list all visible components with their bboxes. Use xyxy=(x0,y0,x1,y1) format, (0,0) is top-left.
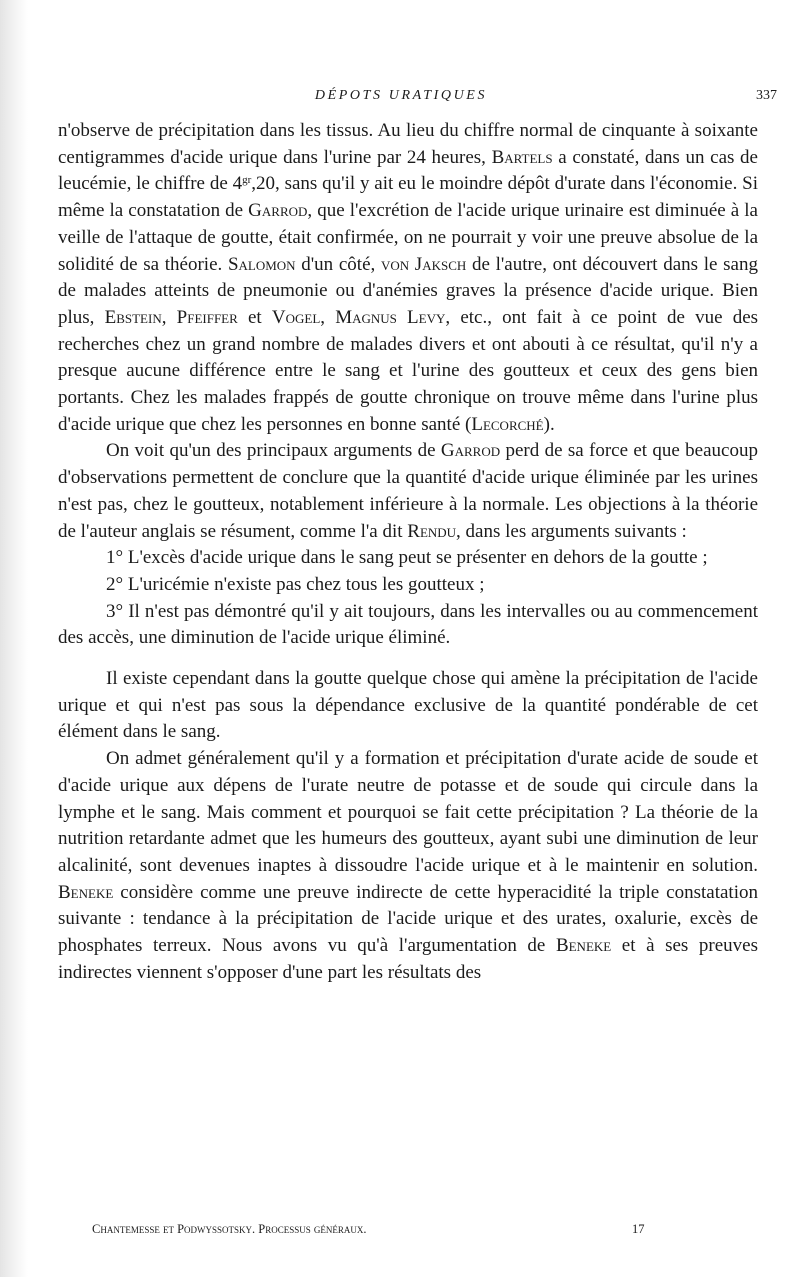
author-name: Garrod xyxy=(248,200,308,222)
signature-mark: 17 xyxy=(632,1222,645,1236)
author-name: von Jaksch xyxy=(380,253,467,275)
paragraph-2: On voit qu'un des principaux arguments de Garrod perd de sa force et que beaucoup d'observations permettent de conclure que la quantité d'acide urique éliminée par les urines n'est pas, chez le goutteux, notablement inférieure à la normale. Les objections à la théorie de l'auteur anglais se résument, comme l'a dit Rendu, dans les arguments suivants : xyxy=(58,440,758,542)
paragraph-4: On admet généralement qu'il y a formation et précipitation d'urate acide de soude et d'acide urique aux dépens de l'urate neutre de potasse et de soude qui circule dans la lymphe et le sang. Mais comment et pourquoi se fait cette précipitation ? La théorie de la nutrition retardante admet que les humeurs des goutteux, ayant subi une diminution de leur alcalinité, sont devenues inaptes à dissoudre l'acide urique et à le maintenir en solution. Beneke considère comme une preuve indirecte de cette hyperacidité la triple constatation suivante : tendance à la précipitation de l'acide urique et des urates, oxalurie, excès de phosphates terreux. Nous avons vu qu'à l'argumentation de Beneke et à ses preuves indirectes viennent s'opposer d'une part les résultats des xyxy=(58,748,758,983)
list-item: 1° L'excès d'acide urique dans le sang peut se présenter en dehors de la goutte ; xyxy=(106,547,708,569)
page-number: 337 xyxy=(756,88,777,103)
binding-gutter-shadow xyxy=(0,0,28,1277)
author-name: Beneke xyxy=(58,881,114,903)
paragraph-3: Il existe cependant dans la goutte quelque chose qui amène la précipitation de l'acide urique et qui n'est pas sous la dépendance exclusive de la quantité pondérable de cet élément dans le sang. xyxy=(58,668,758,743)
running-title: DÉPOTS URATIQUES xyxy=(314,88,488,103)
author-name: Salomon xyxy=(227,253,296,275)
author-name: Beneke xyxy=(555,935,612,957)
author-name: Magnus Levy xyxy=(335,306,446,328)
paragraph-1: n'observe de précipitation dans les tissus. Au lieu du chiffre normal de cinquante à soixante centigrammes d'acide urique dans l'urine par 24 heures, Bartels a constaté, dans un cas de leucémie, le chiffre de $4^{gr},20$, sans qu'il y ait eu le moindre dépôt d'urate dans l'économie. Si même la constatation de Garrod, que l'excrétion de l'acide urique urinaire est diminuée à la veille de l'attaque de goutte, était confirmée, on ne pourrait y voir une preuve absolue de la solidité de sa théorie. Salomon d'un côté, von Jaksch de l'autre, ont découvert dans le sang de malades atteints de pneumonie ou d'anémies graves la présence d'acide urique. Bien plus, Ebstein, Pfeiffer et Vogel, Magnus Levy, etc., ont fait à ce point de vue des recherches chez un grand nombre de malades divers et ont abouti à ce résultat, qu'il n'y a presque aucune différence entre le sang et l'urine des goutteux et ceux des gens bien portants. Chez les malades frappés de goutte chronique on trouve même dans l'urine plus d'acide urique que chez les personnes en bonne santé (Lecorché). xyxy=(58,120,759,435)
body-text xyxy=(58,118,758,987)
author-name: Rendu xyxy=(407,520,457,542)
author-name: Bartels xyxy=(491,146,553,168)
author-name: Lecorché xyxy=(471,413,544,435)
author-name: Vogel xyxy=(271,306,321,328)
running-head xyxy=(0,88,801,108)
author-name: Pfeiffer xyxy=(176,306,238,328)
list-item: 3° Il n'est pas démontré qu'il y ait toujours, dans les intervalles ou au commencement des accès, une diminution de l'acide urique éliminé. xyxy=(58,600,758,649)
footer-credit: Chantemesse et Podwyssotsky. Processus généraux. xyxy=(92,1222,367,1236)
page-footer xyxy=(92,1222,732,1240)
author-name: Ebstein xyxy=(104,306,162,328)
list-item: 2° L'uricémie n'existe pas chez tous les goutteux ; xyxy=(106,573,485,595)
paragraph-spacer xyxy=(58,652,758,666)
unit-superscript: gr xyxy=(242,174,252,187)
author-name: Garrod xyxy=(440,440,501,462)
